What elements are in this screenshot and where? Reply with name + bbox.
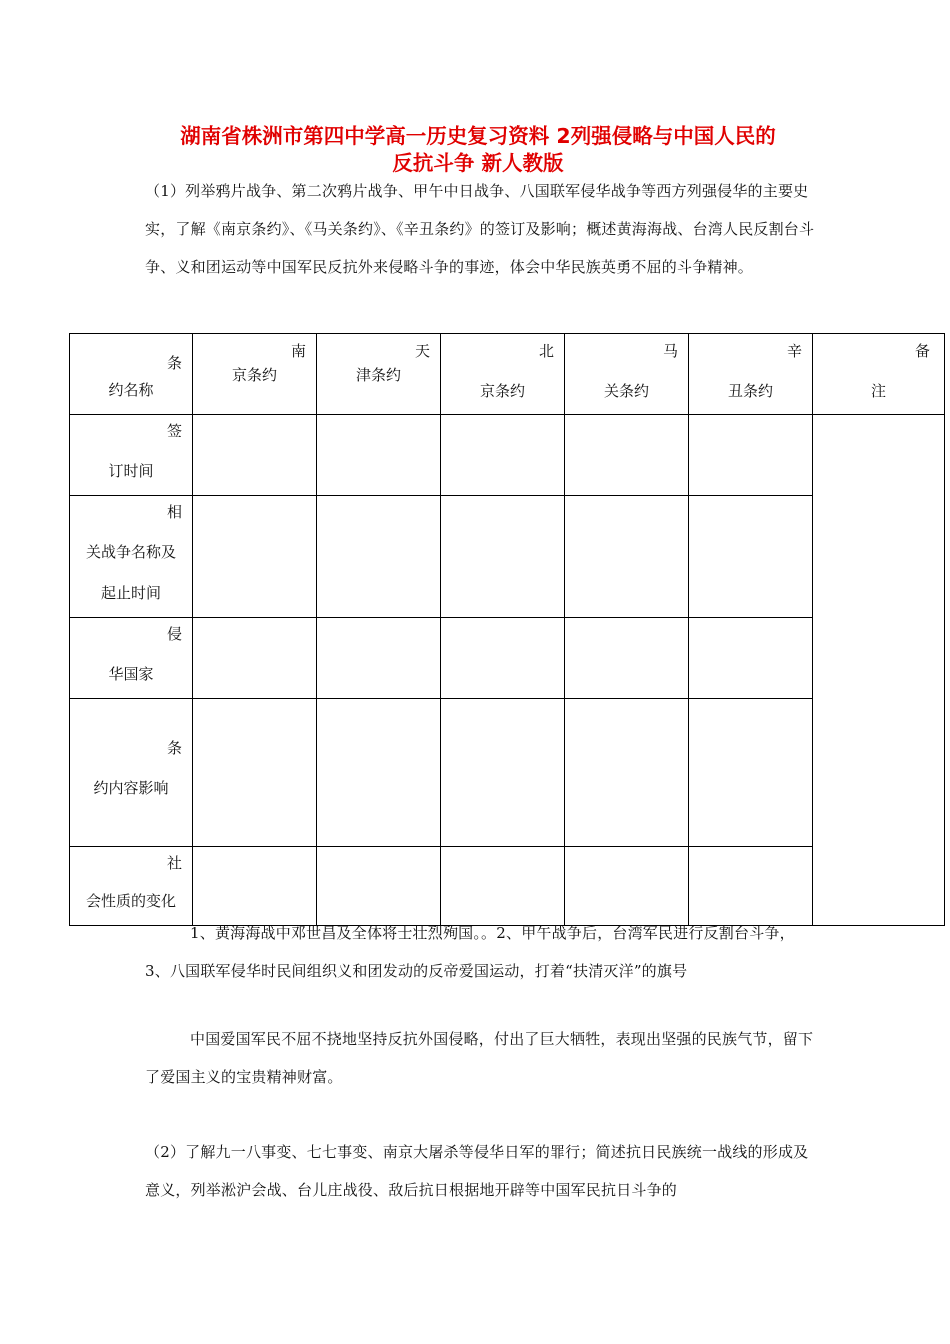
notes-paragraph: 1、黄海海战中邓世昌及全体将士壮烈殉国。。2、甲午战争后，台湾军民进行反割台斗争， 3、八国联军侵华时民间组织义和团发动的反帝爱国运动，打着“扶清灭洋”的旗号: [145, 924, 795, 980]
document-title-line-1: 湖南省株洲市第四中学高一历史复习资料 2列强侵略与中国人民的: [180, 124, 776, 148]
corner-header-top: 条: [166, 354, 182, 372]
table-cell: [441, 618, 565, 699]
table-cell: [317, 699, 441, 847]
column-header-top: 辛: [786, 342, 802, 360]
table-cell: [565, 415, 689, 496]
column-header-bottom: 津条约: [355, 366, 401, 384]
table-cell: [565, 699, 689, 847]
table-cell: [193, 699, 317, 847]
table-cell: [441, 415, 565, 496]
column-header-bottom: 京条约: [479, 382, 525, 400]
table-cell: [689, 618, 813, 699]
document-title-line-2: 反抗斗争 新人教版: [392, 151, 564, 175]
column-header-top: 北: [538, 342, 554, 360]
table-row: [70, 415, 945, 496]
table-cell: [193, 618, 317, 699]
row-label-line-1: 签: [166, 422, 182, 440]
column-header-bottom: 京条约: [231, 366, 277, 384]
column-header-top: 备: [914, 342, 930, 360]
row-label-signing-time: [70, 415, 193, 496]
table-cell: [689, 496, 813, 618]
corner-header-cell: [70, 334, 193, 415]
column-header-bottom: 丑条约: [727, 382, 773, 400]
row-label-related-war: [70, 496, 193, 618]
column-header-top: 马: [662, 342, 678, 360]
column-header-maguan: [565, 334, 689, 415]
corner-header-bottom: 约名称: [108, 381, 154, 399]
table-cell: [193, 496, 317, 618]
row-label-line-2: 订时间: [108, 462, 154, 480]
column-header-top: 南: [290, 342, 306, 360]
column-header-xinchou: [689, 334, 813, 415]
table-cell: [689, 699, 813, 847]
row-label-line-2: 会性质的变化: [85, 892, 176, 910]
remarks-merged-cell: [813, 415, 945, 926]
column-header-bottom: 注: [870, 382, 886, 400]
row-label-invading-countries: [70, 618, 193, 699]
column-header-remarks: [813, 334, 945, 415]
row-label-line-3: 起止时间: [100, 584, 161, 602]
row-label-treaty-content: [70, 699, 193, 847]
section-2-paragraph: （2）了解九一八事变、七七事变、南京大屠杀等侵华日军的罪行；简述抗日民族统一战线的形成及意义，列举淞沪会战、台儿庄战役、敌后抗日根据地开辟等中国军民抗日斗争的: [145, 1143, 809, 1199]
row-label-line-1: 相: [166, 503, 182, 521]
table-cell: [441, 496, 565, 618]
table-cell: [317, 415, 441, 496]
table-header-row: [70, 334, 945, 415]
table-cell: [565, 618, 689, 699]
row-label-line-2: 约内容影响: [93, 779, 169, 797]
row-label-line-1: 侵: [166, 625, 182, 643]
treaty-table: [69, 333, 945, 926]
row-label-line-1: 社: [166, 854, 182, 872]
row-label-line-2: 华国家: [108, 665, 154, 683]
table-cell: [441, 699, 565, 847]
column-header-tianjin: [317, 334, 441, 415]
column-header-bottom: 关条约: [603, 382, 649, 400]
table-cell: [689, 415, 813, 496]
table-cell: [193, 415, 317, 496]
table-cell: [317, 618, 441, 699]
table-cell: [565, 496, 689, 618]
row-label-line-2: 关战争名称及: [85, 543, 176, 561]
column-header-nanjing: [193, 334, 317, 415]
column-header-top: 天: [414, 342, 430, 360]
summary-paragraph: 中国爱国军民不屈不挠地坚持反抗外国侵略，付出了巨大牺牲，表现出坚强的民族气节，留下了爱国主义的宝贵精神财富。: [145, 1030, 814, 1086]
intro-paragraph: （1）列举鸦片战争、第二次鸦片战争、甲午中日战争、八国联军侵华战争等西方列强侵华的主要史实，了解《南京条约》、《马关条约》、《辛丑条约》的签订及影响；概述黄海海战、台湾人民反割台斗争、义和团运动等中国军民反抗外来侵略斗争的事迹，体会中华民族英勇不屈的斗争精神。: [145, 182, 815, 276]
table-cell: [317, 496, 441, 618]
row-label-line-1: 条: [166, 739, 182, 757]
column-header-beijing: [441, 334, 565, 415]
